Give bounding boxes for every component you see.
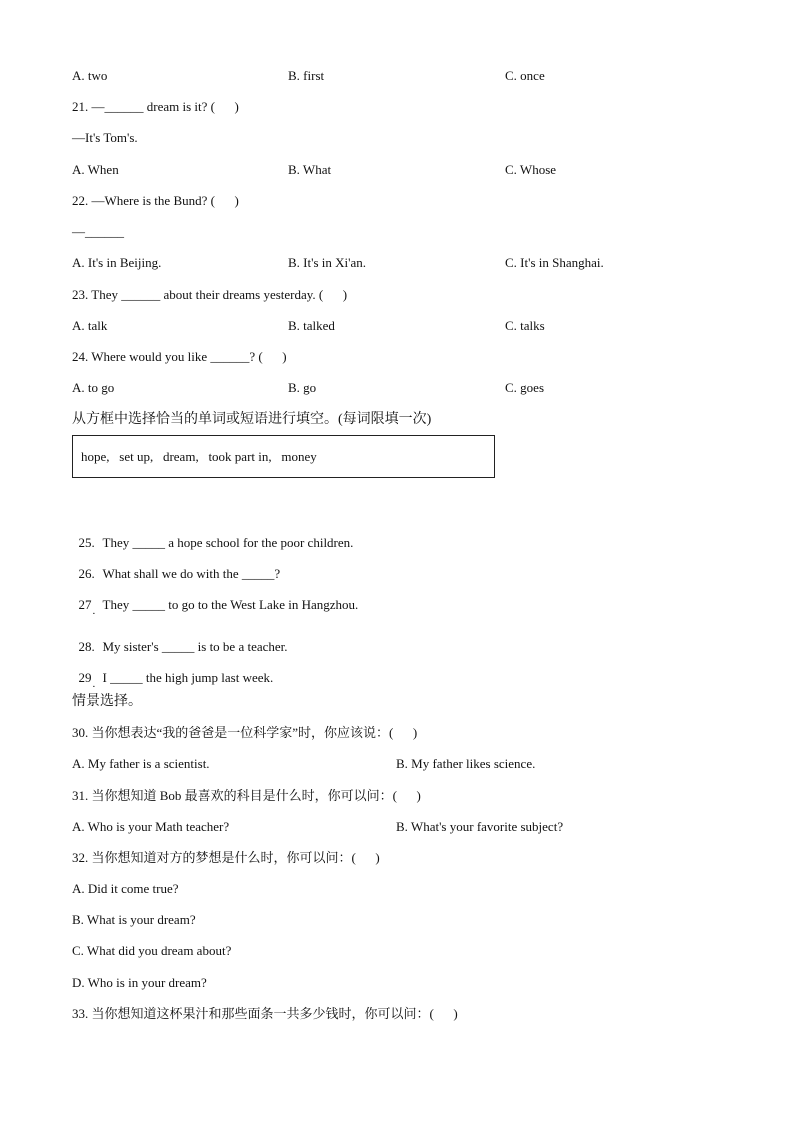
question-28-number: 28. xyxy=(78,639,95,654)
question-22-option-b: B. It's in Xi'an. xyxy=(288,255,366,270)
question-32-option-b: B. What is your dream? xyxy=(72,912,196,927)
question-24-stem: 24. Where would you like ______? ( ) xyxy=(72,349,287,364)
question-28 xyxy=(72,620,288,654)
question-23-option-a: A. talk xyxy=(72,318,108,333)
question-32-option-a: A. Did it come true? xyxy=(72,881,179,896)
question-30-option-b: B. My father likes science. xyxy=(396,756,536,771)
question-21-reply: —It's Tom's. xyxy=(72,130,138,145)
question-27 xyxy=(72,578,359,617)
question-33-stem: 33. 当你想知道这杯果汁和那些面条一共多少钱时，你可以问：( ) xyxy=(72,1006,458,1021)
section-3-title: 情景选择。 xyxy=(72,694,142,709)
question-22-option-c: C. It's in Shanghai. xyxy=(505,255,604,270)
prev-option-c: C. once xyxy=(505,68,545,83)
question-25-number: 25. xyxy=(78,535,95,550)
question-24-option-a: A. to go xyxy=(72,380,115,395)
question-27-number-dot: . xyxy=(92,605,96,617)
question-29 xyxy=(72,651,274,690)
question-28-text: My sister's _____ is to be a teacher. xyxy=(102,639,288,654)
question-21-option-a: A. When xyxy=(72,162,119,177)
question-31-option-b: B. What's your favorite subject? xyxy=(396,819,564,834)
question-29-number: 29 xyxy=(78,670,92,685)
question-29-number-dot: . xyxy=(92,678,96,690)
question-30-stem: 30. 当你想表达“我的爸爸是一位科学家”时，你应该说：( ) xyxy=(72,725,418,740)
question-32-stem: 32. 当你想知道对方的梦想是什么时，你可以问：( ) xyxy=(72,850,380,865)
section-2-instruction: 从方框中选择恰当的单词或短语进行填空。(每词限填一次) xyxy=(72,412,432,427)
question-29-text: I _____ the high jump last week. xyxy=(102,670,274,685)
question-23-option-c: C. talks xyxy=(505,318,545,333)
question-32-option-c: C. What did you dream about? xyxy=(72,943,232,958)
question-21-option-c: C. Whose xyxy=(505,162,557,177)
question-22-stem: 22. —Where is the Bund? ( ) xyxy=(72,193,239,208)
prev-option-b: B. first xyxy=(288,68,325,83)
question-30-option-a: A. My father is a scientist. xyxy=(72,756,210,771)
question-27-text: They _____ to go to the West Lake in Hangzhou. xyxy=(102,597,359,612)
question-27-number: 27 xyxy=(78,597,92,612)
prev-option-a: A. two xyxy=(72,68,108,83)
question-22-reply: —______ xyxy=(72,224,124,239)
question-26-number: 26. xyxy=(78,566,95,581)
question-23-stem: 23. They ______ about their dreams yesterday. ( ) xyxy=(72,287,348,302)
question-31-stem: 31. 当你想知道 Bob 最喜欢的科目是什么时，你可以问：( ) xyxy=(72,788,421,803)
question-22-option-a: A. It's in Beijing. xyxy=(72,255,162,270)
question-25 xyxy=(72,516,354,550)
question-21-option-b: B. What xyxy=(288,162,332,177)
question-25-text: They _____ a hope school for the poor children. xyxy=(102,535,354,550)
question-21-stem: 21. —______ dream is it? ( ) xyxy=(72,99,239,114)
question-24-option-b: B. go xyxy=(288,380,317,395)
question-24-option-c: C. goes xyxy=(505,380,544,395)
question-26-text: What shall we do with the _____? xyxy=(102,566,281,581)
question-23-option-b: B. talked xyxy=(288,318,335,333)
word-box-words: hope, set up, dream, took part in, money xyxy=(81,449,317,464)
question-31-option-a: A. Who is your Math teacher? xyxy=(72,819,230,834)
word-box xyxy=(72,435,495,478)
question-32-option-d: D. Who is in your dream? xyxy=(72,975,207,990)
question-26 xyxy=(72,547,281,581)
